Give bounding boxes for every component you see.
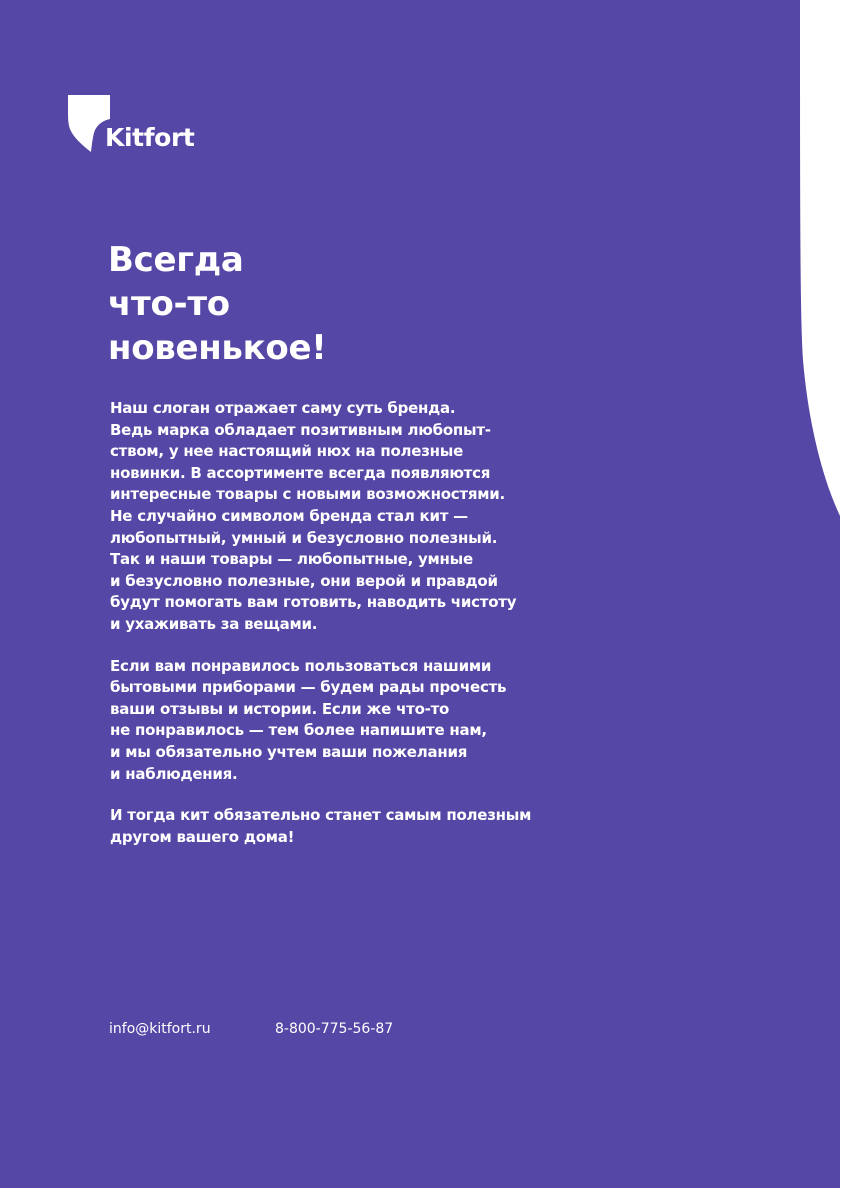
paragraph-closing: [110, 805, 580, 848]
text-line: Не случайно символом бренда стал кит —: [110, 506, 468, 525]
text-line: будут помогать вам готовить, наводить чистоту: [110, 593, 517, 612]
text-line: Ведь марка обладает позитивным любопыт-: [110, 420, 491, 439]
text-line: и наблюдения.: [110, 764, 238, 783]
headline-line: Всегда: [108, 240, 244, 280]
text-line: Наш слоган отражает саму суть бренда.: [110, 399, 456, 417]
kitfort-logo: [68, 95, 208, 157]
text-line: не понравилось — тем более напишите нам,: [110, 721, 487, 740]
text-line: Так и наши товары — любопытные, умные: [110, 550, 473, 569]
paragraph-brand: [110, 398, 580, 636]
text-line: ваши отзывы и истории. Если же что-то: [110, 699, 450, 718]
headline-line: новенькое!: [108, 328, 327, 368]
body-text: [110, 398, 580, 868]
text-line: бытовыми приборами — будем рады прочесть: [110, 678, 507, 697]
email-link[interactable]: info@kitfort.ru: [109, 1021, 211, 1037]
text-line: и безусловно полезные, они верой и правдой: [110, 571, 498, 590]
text-line: Если вам понравилось пользоваться нашими: [110, 656, 492, 675]
text-line: новинки. В ассортименте всегда появляются: [110, 463, 491, 482]
text-line: другом вашего дома!: [110, 827, 295, 846]
text-line: и мы обязательно учтем ваши пожелания: [110, 742, 468, 761]
text-line: любопытный, умный и безусловно полезный.: [110, 528, 498, 547]
headline: [108, 238, 326, 370]
contacts-footer: [109, 1019, 394, 1039]
headline-line: что-то: [108, 284, 230, 324]
text-line: И тогда кит обязательно станет самым полезным: [110, 806, 532, 825]
paragraph-feedback: [110, 656, 580, 786]
text-line: и ухаживать за вещами.: [110, 614, 318, 633]
text-line: ством, у нее настоящий нюх на полезные: [110, 442, 464, 461]
phone-link[interactable]: 8-800-775-56-87: [275, 1021, 394, 1037]
text-line: интересные товары с новыми возможностями.: [110, 485, 505, 504]
logo-wordmark: Kitfort: [105, 123, 195, 152]
